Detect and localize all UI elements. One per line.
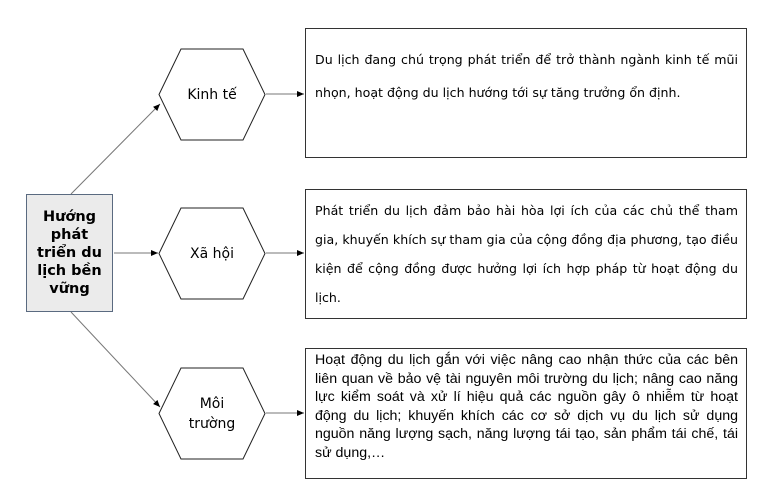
hexagon-economy-label: Kinh tế: [187, 86, 237, 103]
hexagon-society-label: Xã hội: [190, 245, 234, 262]
hexagon-economy: [158, 48, 266, 141]
central-topic-box: [26, 194, 113, 312]
arrow-center-to-environment: [71, 312, 160, 407]
description-box-economy: Du lịch đang chú trọng phát triển để trở thành ngành kinh tế mũi nhọn, hoạt động du lịch hướng tới sự tăng trưởng ổn định.: [305, 28, 747, 158]
hexagon-environment-label: [158, 367, 266, 460]
description-box-environment: Hoạt động du lịch gắn với việc nâng cao nhận thức của các bên liên quan về bảo vệ tài nguyên môi trường du lịch; nâng cao năng lực kiểm soát và xử lí hiệu quả các nguồn gây ô nhiễm từ hoạt động du lịch; khuyến khích các cơ sở dịch vụ du lịch sử dụng nguồn năng lượng sạch, năng lượng tái tạo, sản phẩm tái chế, tái sử dụng,…: [305, 348, 747, 479]
hexagon-society: [158, 207, 266, 300]
environment-label-text: Môi trường: [188, 395, 236, 432]
description-box-society: Phát triển du lịch đảm bảo hài hòa lợi ích của các chủ thể tham gia, khuyến khích sự tham gia của cộng đồng địa phương, tạo điều kiện để cộng đồng được hưởng lợi ích hợp pháp từ hoạt động du lịch.: [305, 189, 747, 319]
hexagon-environment: [158, 367, 266, 460]
central-topic-label: Hướng phát triển du lịch bền vững: [37, 209, 102, 297]
arrow-center-to-economy: [71, 104, 160, 194]
